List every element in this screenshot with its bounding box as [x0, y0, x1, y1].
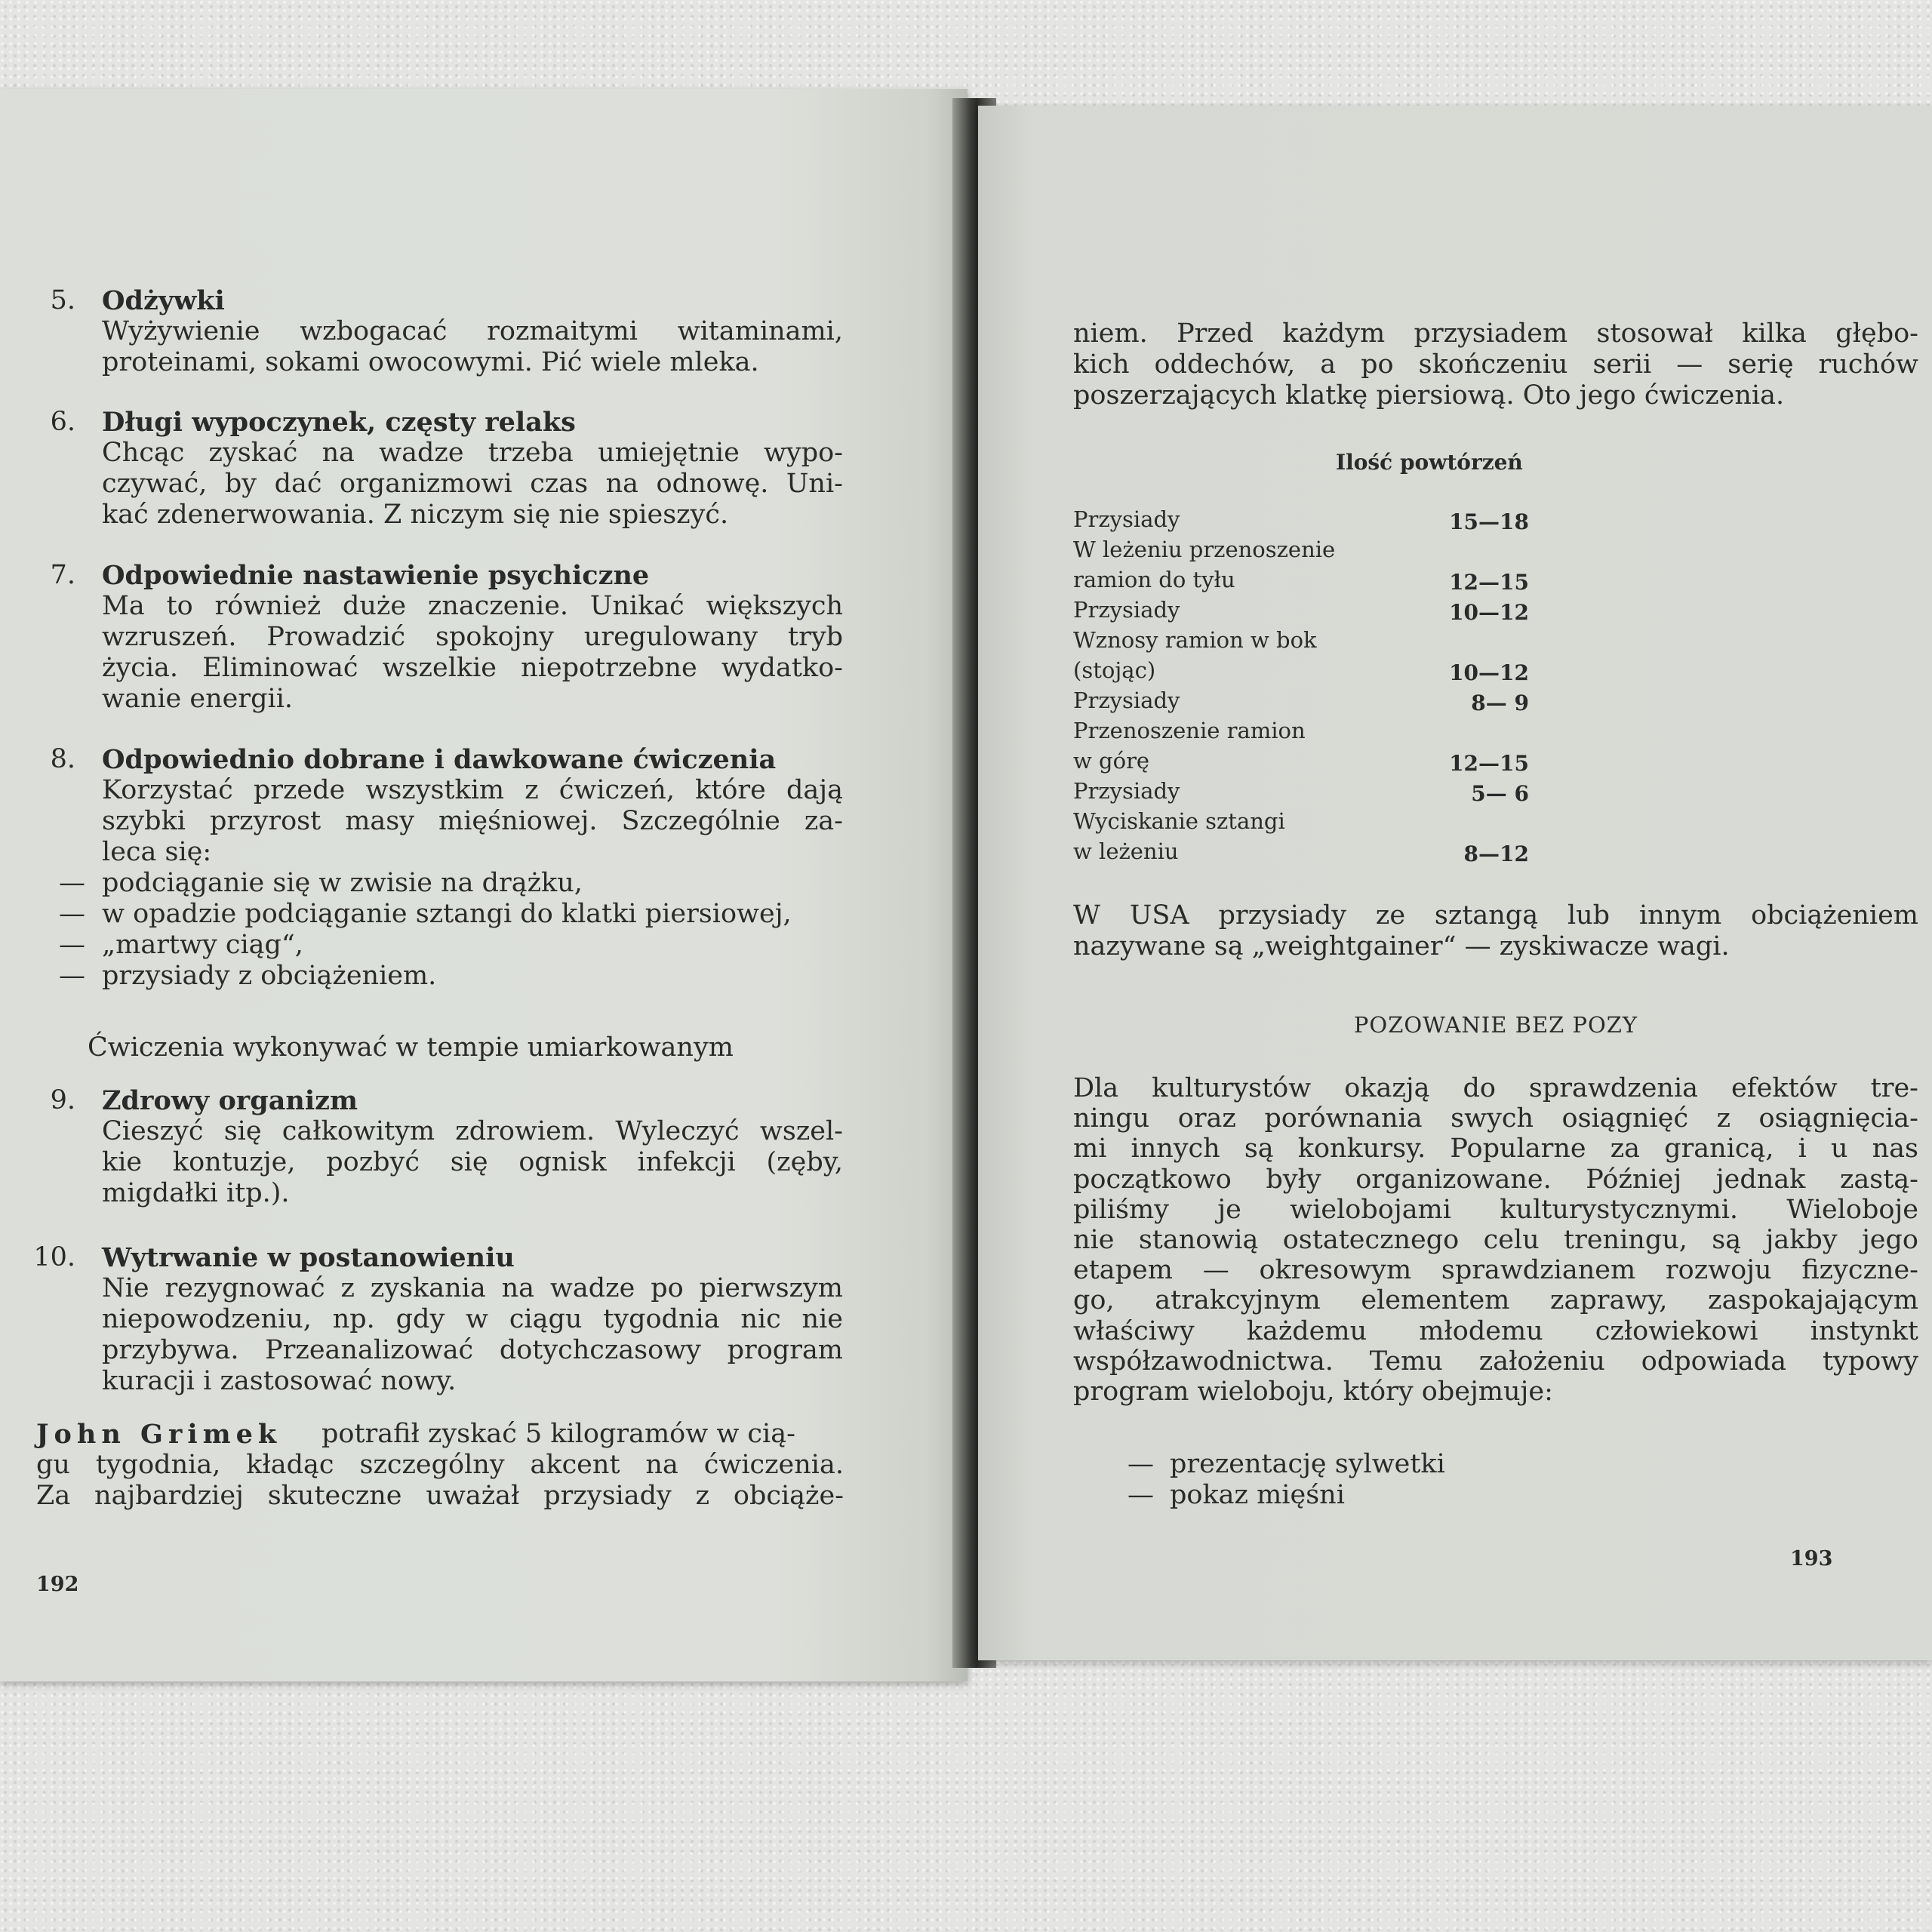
dash-item-text: „martwy ciąg“, [102, 930, 303, 960]
paragraph-line: etapem — okresowym sprawdzianem rozwoju fizyczne- [1073, 1255, 1918, 1286]
item-number: 9. [50, 1085, 75, 1115]
paragraph-line: Dla kulturystów okazją do sprawdzenia efektów tre- [1073, 1073, 1918, 1103]
closing-line: gu tygodnia, kładąc szczególny akcent na ćwiczenia. [36, 1450, 844, 1480]
paragraph-line: go, atrakcyjnym elementem zaprawy, zaspokajającym [1073, 1285, 1918, 1316]
item-text-line: Wyżywienie wzbogacać rozmaitymi witaminami, [102, 316, 843, 346]
item-text-line: kuracji i zastosować nowy. [102, 1366, 457, 1396]
dash-item-text: przysiady z obciążeniem. [102, 961, 437, 991]
closing-line: potrafił zyskać 5 kilogramów w cią- [321, 1419, 795, 1449]
table-header: Ilość powtórzeń [1336, 450, 1523, 475]
repetitions-value: 5— 6 [1471, 781, 1529, 806]
dash-symbol: — [59, 930, 85, 960]
intro-line: poszerzających klatkę piersiową. Oto jego ćwiczenia. [1073, 380, 1785, 411]
item-text-line: leca się: [102, 837, 212, 867]
paragraph-line: współzawodnictwa. Temu założeniu odpowiada typowy [1073, 1346, 1918, 1377]
repetitions-value: 12—15 [1449, 751, 1529, 776]
item-text-line: przybywa. Przeanalizować dotychczasowy program [102, 1335, 843, 1365]
left-page [0, 89, 968, 1681]
item-text-line: wzruszeń. Prowadzić spokojny uregulowany tryb [102, 622, 843, 652]
repetitions-value: 15—18 [1449, 509, 1529, 534]
tempo-note: Ćwiczenia wykonywać w tempie umiarkowanym [88, 1032, 734, 1063]
item-number: 10. [33, 1242, 75, 1272]
dash-symbol: — [59, 961, 85, 991]
paragraph-line: ningu oraz porównania swych osiągnięć z osiągnięcia- [1073, 1103, 1918, 1134]
item-number: 8. [50, 744, 75, 774]
intro-line: kich oddechów, a po skończeniu serii — serię ruchów [1073, 349, 1918, 380]
item-text-line: szybki przyrost masy mięśniowej. Szczególnie za- [102, 806, 843, 836]
exercise-name: w górę [1073, 748, 1150, 774]
item-text-line: proteinami, sokami owocowymi. Pić wiele mleka. [102, 347, 759, 377]
repetitions-value: 10—12 [1449, 600, 1529, 625]
dash-symbol: — [59, 899, 85, 929]
section-title: POZOWANIE BEZ POZY [1353, 1012, 1638, 1038]
dash-symbol: — [1128, 1449, 1154, 1479]
item-text-line: migdałki itp.). [102, 1178, 290, 1208]
item-text-line: czywać, by dać organizmowi czas na odnowę. Uni- [102, 469, 843, 499]
exercise-name: (stojąc) [1073, 657, 1156, 683]
dash-item-text: w opadzie podciąganie sztangi do klatki piersiowej, [102, 899, 792, 929]
item-text-line: Nie rezygnować z zyskania na wadze po pierwszym [102, 1273, 843, 1303]
exercise-name: Przysiady [1073, 597, 1180, 623]
program-item-text: prezentację sylwetki [1170, 1449, 1445, 1479]
intro-line: niem. Przed każdym przysiadem stosował kilka głębo- [1073, 318, 1918, 349]
exercise-name: Przysiady [1073, 506, 1180, 532]
item-text-line: Korzystać przede wszystkim z ćwiczeń, które dają [102, 775, 843, 805]
program-item-text: pokaz mięśni [1170, 1480, 1345, 1510]
item-heading: Odpowiednio dobrane i dawkowane ćwiczenia [102, 744, 777, 775]
item-heading: Zdrowy organizm [102, 1085, 358, 1116]
closing-line: Za najbardziej skuteczne uważał przysiady z obciąże- [36, 1481, 844, 1511]
item-text-line: kie kontuzje, pozbyć się ognisk infekcji (zęby, [102, 1147, 843, 1177]
item-number: 6. [50, 407, 75, 437]
exercise-name: w leżeniu [1073, 838, 1179, 864]
paragraph-line: piliśmy je wielobojami kulturystycznymi. Wieloboje [1073, 1194, 1918, 1225]
paragraph-line: właściwy każdemu młodemu człowiekowi instynkt [1073, 1315, 1918, 1346]
exercise-name: Wznosy ramion w bok [1073, 627, 1317, 653]
person-name: John Grimek [36, 1419, 282, 1450]
exercise-name: Przysiady [1073, 778, 1180, 804]
item-text-line: Cieszyć się całkowitym zdrowiem. Wyleczyć wszel- [102, 1116, 843, 1146]
repetitions-value: 8— 9 [1471, 691, 1529, 715]
item-heading: Odpowiednie nastawienie psychiczne [102, 560, 650, 591]
repetitions-value: 8—12 [1463, 841, 1529, 866]
item-number: 5. [50, 285, 75, 315]
dash-symbol: — [1128, 1480, 1154, 1510]
paragraph-line: mi innych są konkursy. Popularne za granicą, i u nas [1073, 1134, 1918, 1164]
right-page [978, 106, 1932, 1660]
usa-line: nazywane są „weightgainer“ — zyskiwacze wagi. [1073, 931, 1730, 961]
item-text-line: Chcąc zyskać na wadze trzeba umiejętnie wypo- [102, 438, 843, 468]
item-heading: Odżywki [102, 285, 225, 316]
dash-symbol: — [59, 868, 85, 898]
page-number-right: 193 [1790, 1547, 1833, 1571]
paragraph-line: nie stanowią ostatecznego celu treningu, są jakby jego [1073, 1225, 1918, 1255]
item-text-line: kać zdenerwowania. Z niczym się nie spieszyć. [102, 500, 729, 530]
dash-item-text: podciąganie się w zwisie na drążku, [102, 868, 583, 898]
item-text-line: niepowodzeniu, np. gdy w ciągu tygodnia nic nie [102, 1304, 843, 1334]
paragraph-line: początkowo były organizowane. Później jednak zastą- [1073, 1164, 1918, 1195]
item-number: 7. [50, 560, 75, 590]
exercise-name: Wyciskanie sztangi [1073, 808, 1285, 834]
exercise-name: W leżeniu przenoszenie [1073, 537, 1336, 562]
page-number-left: 192 [36, 1573, 79, 1596]
item-text-line: wanie energii. [102, 684, 294, 714]
item-heading: Wytrwanie w postanowieniu [102, 1242, 515, 1273]
usa-line: W USA przysiady ze sztangą lub innym obciążeniem [1073, 900, 1918, 931]
repetitions-value: 12—15 [1449, 570, 1529, 595]
repetitions-value: 10—12 [1449, 660, 1529, 685]
exercise-name: Przenoszenie ramion [1073, 718, 1306, 743]
exercise-name: Przysiady [1073, 688, 1180, 713]
item-text-line: Ma to również duże znaczenie. Unikać większych [102, 591, 843, 621]
exercise-name: ramion do tyłu [1073, 567, 1235, 592]
item-text-line: życia. Eliminować wszelkie niepotrzebne wydatko- [102, 653, 843, 683]
paragraph-line: program wieloboju, który obejmuje: [1073, 1377, 1553, 1407]
item-heading: Długi wypoczynek, częsty relaks [102, 407, 576, 438]
